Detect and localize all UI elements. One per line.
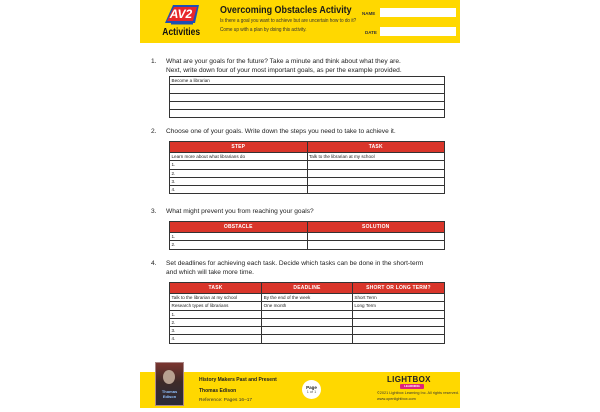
column-header-solution: SOLUTION [307, 222, 445, 233]
task-cell[interactable] [307, 169, 445, 177]
date-field[interactable] [380, 27, 456, 36]
copyright-text: ©2021 Lightbox Learning Inc. All rights reserved. [377, 391, 459, 395]
step-cell[interactable]: 1. [170, 161, 308, 169]
goal-cell[interactable]: Become a librarian [170, 77, 445, 85]
goal-cell[interactable] [170, 93, 445, 101]
obstacle-cell[interactable]: 1. [170, 233, 308, 241]
question-text: Set deadlines for achieving each task. Decide which tasks can be done in the short-term [166, 260, 424, 267]
page-indicator [302, 380, 321, 399]
table-row [170, 335, 445, 343]
table-row [170, 302, 445, 310]
activity-title: Overcoming Obstacles Activity [220, 4, 352, 16]
deadlines-table [169, 282, 445, 344]
website-link[interactable]: www.openlightbox.com [377, 397, 416, 401]
portrait-icon [163, 370, 175, 384]
date-label: DATE [365, 30, 377, 35]
task-cell[interactable]: Talk to the librarian at my school [170, 294, 262, 302]
logo-activities-label: Activities [162, 27, 201, 38]
question-number: 2. [151, 128, 157, 135]
task-cell[interactable]: 4. [170, 335, 262, 343]
goal-cell[interactable] [170, 101, 445, 109]
table-row [170, 241, 445, 249]
step-cell[interactable]: 3. [170, 177, 308, 185]
header-banner [140, 0, 460, 43]
question-number: 4. [151, 260, 157, 267]
learning-badge: LEARNING [400, 384, 424, 389]
step-cell[interactable]: 4. [170, 186, 308, 194]
deadline-cell[interactable] [262, 327, 353, 335]
task-cell[interactable] [307, 161, 445, 169]
question-text: Next, write down four of your most important goals, as per the example provided. [166, 67, 402, 74]
table-row [170, 186, 445, 194]
column-header-obstacle: OBSTACLE [170, 222, 308, 233]
deadline-cell[interactable]: By the end of the week [262, 294, 353, 302]
table-row [170, 77, 445, 85]
subtitle-line: Come up with a plan by doing this activity. [220, 26, 307, 33]
table-row [170, 177, 445, 185]
obstacles-table [169, 221, 445, 250]
goals-table [169, 76, 445, 118]
table-row [170, 153, 445, 161]
task-cell[interactable]: Talk to the librarian at my school [307, 153, 445, 161]
task-cell[interactable] [307, 177, 445, 185]
table-row [170, 327, 445, 335]
table-row [170, 318, 445, 326]
name-label: NAME [362, 11, 376, 16]
question-text: What are your goals for the future? Take a minute and think about what they are. [166, 58, 401, 65]
table-header-row [170, 283, 445, 294]
cover-title: Thomas Edison [161, 389, 178, 399]
task-cell[interactable]: Research types of librarians [170, 302, 262, 310]
page-label: Page [306, 385, 317, 390]
solution-cell[interactable] [307, 233, 445, 241]
term-cell[interactable] [352, 335, 444, 343]
deadline-cell[interactable] [262, 318, 353, 326]
term-cell[interactable] [352, 327, 444, 335]
column-header-task: TASK [170, 283, 262, 294]
table-row [170, 233, 445, 241]
question-text: and which will take more time. [166, 269, 254, 276]
term-cell[interactable] [352, 318, 444, 326]
step-cell[interactable]: 2. [170, 169, 308, 177]
question-text: Choose one of your goals. Write down the steps you need to take to achieve it. [166, 128, 396, 135]
table-row [170, 169, 445, 177]
task-cell[interactable] [307, 186, 445, 194]
column-header-step: STEP [170, 142, 308, 153]
av2-logo-icon [161, 3, 201, 25]
obstacle-cell[interactable]: 2. [170, 241, 308, 249]
name-field[interactable] [380, 8, 456, 17]
table-row [170, 101, 445, 109]
table-row [170, 93, 445, 101]
book-title: Thomas Edison [199, 388, 237, 394]
series-title: History Makers Past and Present [199, 377, 277, 383]
term-cell[interactable] [352, 310, 444, 318]
task-cell[interactable]: 1. [170, 310, 262, 318]
question-text: What might prevent you from reaching your goals? [166, 208, 314, 215]
column-header-deadline: DEADLINE [262, 283, 353, 294]
reference-pages: Reference: Pages 16–17 [199, 398, 253, 403]
av2-logo [159, 3, 203, 41]
table-row [170, 294, 445, 302]
table-header-row [170, 142, 445, 153]
term-cell[interactable]: Short Term [352, 294, 444, 302]
task-cell[interactable]: 2. [170, 318, 262, 326]
term-cell[interactable]: Long Term [352, 302, 444, 310]
deadline-cell[interactable]: One month [262, 302, 353, 310]
steps-table [169, 141, 445, 194]
column-header-term: SHORT OR LONG TERM? [352, 283, 444, 294]
table-row [170, 161, 445, 169]
table-header-row [170, 222, 445, 233]
table-row [170, 85, 445, 93]
worksheet-page [140, 0, 460, 412]
subtitle-line: Is there a goal you want to achieve but are uncertain how to do it? [220, 18, 357, 24]
goal-cell[interactable] [170, 85, 445, 93]
deadline-cell[interactable] [262, 310, 353, 318]
logo-av-text: AV2 [169, 7, 193, 21]
deadline-cell[interactable] [262, 335, 353, 343]
lightbox-logo: LIGHTBOX [387, 375, 431, 384]
goal-cell[interactable] [170, 110, 445, 118]
book-cover-image [155, 362, 184, 406]
column-header-task: TASK [307, 142, 445, 153]
solution-cell[interactable] [307, 241, 445, 249]
table-row [170, 110, 445, 118]
step-cell[interactable]: Learn more about what librarians do [170, 153, 308, 161]
activity-subtitle [220, 17, 356, 34]
question-number: 1. [151, 58, 157, 65]
question-number: 3. [151, 208, 157, 215]
table-row [170, 310, 445, 318]
task-cell[interactable]: 3. [170, 327, 262, 335]
page-count: 1 of 1 [306, 390, 317, 394]
